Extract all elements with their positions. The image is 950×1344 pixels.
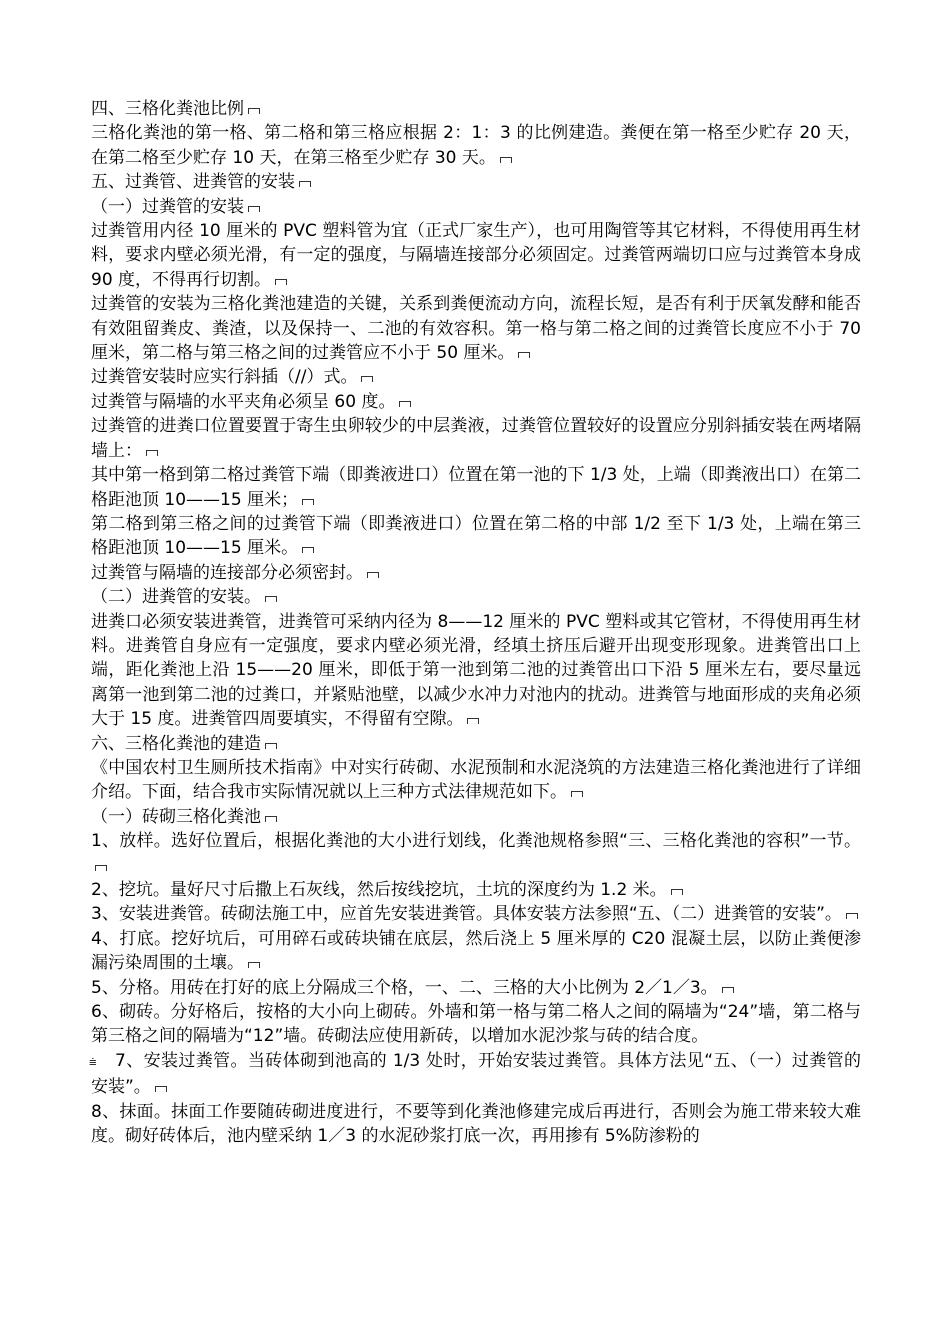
paragraph-mark-icon bbox=[263, 739, 279, 749]
section-heading-6: 六、三格化粪池的建造 bbox=[91, 732, 861, 756]
paragraph-mark-icon bbox=[720, 983, 736, 993]
paragraph: 过粪管的安装为三格化粪池建造的关键，关系到粪便流动方向，流程长短，是否有利于厌氧发酵和能否有效阻留粪皮、粪渣，以及保持一、二池的有效容积。第一格与第二格之间的过粪管长度应不小于 70 厘米，第二格与第三格之间的过粪管应不小于 50 厘米。 bbox=[91, 294, 861, 364]
paragraph-mark-icon bbox=[263, 812, 279, 822]
list-item: ⩧ 7、安装过粪管。当砖体砌到池高的 1/3 处时，开始安装过粪管。具体方法见“五、（一）过粪管的安装”。 bbox=[89, 1050, 861, 1098]
section-heading-5: 五、过粪管、进粪管的安装 bbox=[91, 170, 861, 194]
document-body bbox=[91, 97, 861, 1148]
subsection-heading: （二）进粪管的安装。 bbox=[91, 585, 861, 609]
paragraph-mark-icon bbox=[246, 104, 262, 114]
paragraph-mark-icon bbox=[465, 714, 481, 724]
paragraph-mark-icon bbox=[93, 861, 109, 871]
paragraph: 三格化粪池的第一格、第二格和第三格应根据 2：1：3 的比例建造。粪便在第一格至少贮存 20 天，在第二格至少贮存 10 天，在第三格至少贮存 30 天。 bbox=[91, 123, 861, 168]
paragraph-mark-icon bbox=[263, 592, 279, 602]
bullet-icon: ⩧ bbox=[89, 1054, 97, 1070]
paragraph-mark-icon bbox=[246, 958, 262, 968]
paragraph: 进粪口必须安装进粪管，进粪管可采纳内径为 8——12 厘米的 PVC 塑料或其它管材，不得使用再生材料。进粪管自身应有一定强度，要求内壁必须光滑，经填土挤压后避开出现变形现象。进粪管出口上端，距化粪池上沿 15——20 厘米，即低于第一池到第二池的过粪管出口下沿 5 厘米左右，要尽量远离第一池到第二池的过粪口，并紧贴池壁，以减少水冲力对池内的扰动。进粪管与地面形成的夹角必须大于 15 度。进粪管四周要填实，不得留有空隙。 bbox=[91, 611, 861, 730]
paragraph-mark-icon bbox=[498, 153, 514, 163]
list-item: 2、挖坑。量好尺寸后撒上石灰线，然后按线挖坑，土坑的深度约为 1.2 米。 bbox=[91, 878, 861, 902]
paragraph: 其中第一格到第二格过粪管下端（即粪液进口）位置在第一池的下 1/3 处，上端（即粪液出口）在第二格距池顶 10——15 厘米； bbox=[91, 465, 861, 510]
paragraph: 第二格到第三格之间的过粪管下端（即粪液进口）位置在第二格的中部 1/2 至下 1/3 处，上端在第三格距池顶 10——15 厘米。 bbox=[91, 513, 861, 559]
paragraph: 过粪管用内径 10 厘米的 PVC 塑料管为宜（正式厂家生产），也可用陶管等其它材料，不得使用再生材料，要求内壁必须光滑，有一定的强度，与隔墙连接部分必须固定。过粪管两端切口应与过粪管本身成 90 度，不得再行切割。 bbox=[91, 221, 861, 290]
section-heading-4: 四、三格化粪池比例 bbox=[91, 97, 861, 121]
list-item: 5、分格。用砖在打好的底上分隔成三个格，一、二、三格的大小比例为 2／1／3。 bbox=[91, 976, 861, 1000]
subsection-heading: （一）砖砌三格化粪池 bbox=[91, 805, 861, 829]
paragraph: 过粪管的进粪口位置要置于寄生虫卵较少的中层粪液，过粪管位置较好的设置应分别斜插安装在两堵隔墙上： bbox=[91, 416, 861, 461]
paragraph: 《中国农村卫生厕所技术指南》中对实行砖砌、水泥预制和水泥浇筑的方法建造三格化粪池进行了详细介绍。下面，结合我市实际情况就以上三种方式法律规范如下。 bbox=[91, 757, 861, 803]
list-item: 6、砌砖。分好格后，按格的大小向上砌砖。外墙和第一格与第二格人之间的隔墙为“24”墙，第二格与第三格之间的隔墙为“12”墙。砖砌法应使用新砖，以增加水泥沙浆与砖的结合度。 bbox=[91, 1002, 861, 1047]
paragraph-mark-icon bbox=[365, 568, 381, 578]
list-item: 4、打底。挖好坑后，可用碎石或砖块铺在底层，然后浇上 5 厘米厚的 C20 混凝土层，以防止粪便渗漏污染周围的土壤。 bbox=[91, 928, 861, 974]
paragraph-mark-icon bbox=[297, 177, 313, 187]
paragraph-mark-icon bbox=[516, 348, 532, 358]
paragraph-mark-icon bbox=[300, 543, 316, 553]
list-item: 8、抹面。抹面工作要随砖砌进度进行，不要等到化粪池修建完成后再进行，否则会为施工带来较大难度。砌好砖体后，池内壁采纳 1／3 的水泥砂浆打底一次，再用掺有 5%防渗粉的 bbox=[91, 1101, 861, 1147]
paragraph-mark-icon bbox=[246, 202, 262, 212]
paragraph: 过粪管与隔墙的水平夹角必须呈 60 度。 bbox=[91, 390, 861, 414]
paragraph-mark-icon bbox=[844, 909, 860, 919]
paragraph-mark-icon bbox=[669, 885, 685, 895]
paragraph-mark-icon bbox=[359, 372, 375, 382]
list-item: 3、安装进粪管。砖砌法施工中，应首先安装进粪管。具体安装方法参照“五、（二）进粪管的安装”。 bbox=[91, 902, 861, 926]
paragraph: 过粪管安装时应实行斜插（//）式。 bbox=[91, 365, 861, 389]
paragraph-mark-icon bbox=[569, 787, 585, 797]
paragraph-mark-icon bbox=[300, 495, 316, 505]
list-item: 1、放样。选好位置后，根据化粪池的大小进行划线，化粪池规格参照“三、三格化粪池的容积”一节。 bbox=[91, 829, 861, 878]
paragraph: 过粪管与隔墙的连接部分必须密封。 bbox=[91, 561, 861, 585]
paragraph-mark-icon bbox=[273, 275, 289, 285]
paragraph-mark-icon bbox=[397, 397, 413, 407]
subsection-heading: （一）过粪管的安装 bbox=[91, 195, 861, 219]
paragraph-mark-icon bbox=[144, 446, 160, 456]
paragraph-mark-icon bbox=[153, 1082, 169, 1092]
